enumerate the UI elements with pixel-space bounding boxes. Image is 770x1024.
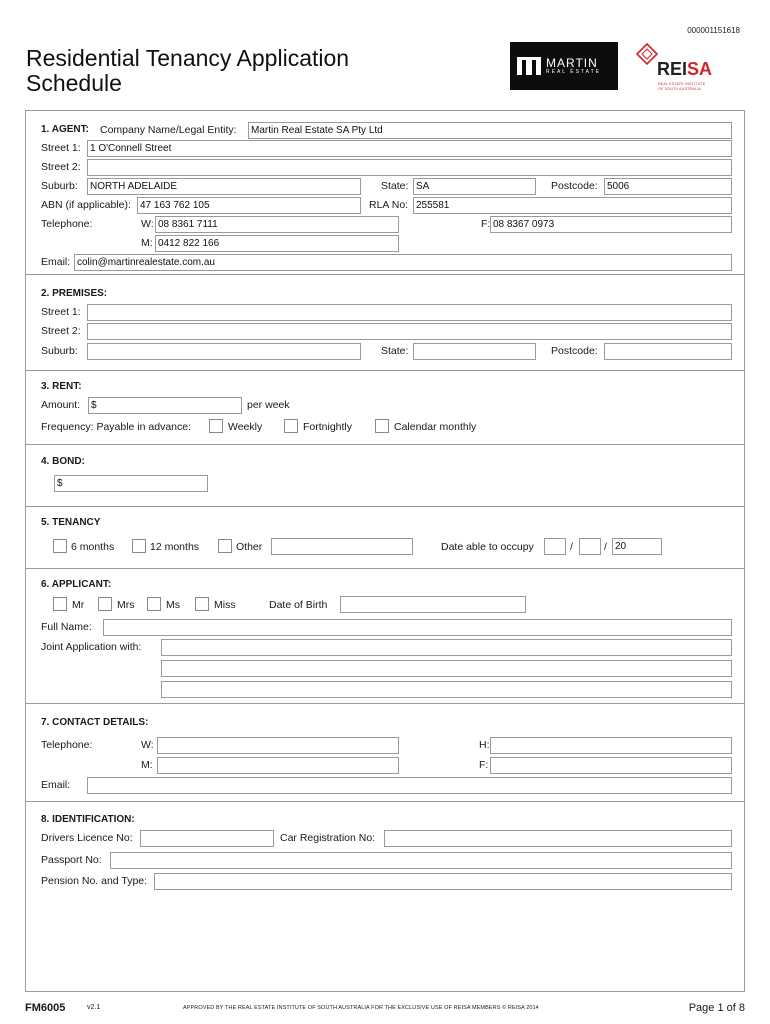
martin-logo-subtitle: REAL ESTATE: [546, 68, 601, 75]
mrs-label: Mrs: [117, 599, 135, 611]
weekly-label: Weekly: [228, 421, 263, 433]
agent-postcode-label: Postcode:: [551, 180, 598, 192]
premises-street2-label: Street 2:: [41, 325, 81, 337]
rent-amount-label: Amount:: [41, 399, 81, 411]
identification-section: [26, 802, 744, 992]
tenancy-heading: 5. TENANCY: [41, 517, 101, 528]
agent-street1-label: Street 1:: [41, 142, 81, 154]
agent-suburb-field[interactable]: NORTH ADELAIDE: [87, 178, 361, 195]
contact-work-label: W:: [141, 739, 154, 751]
agent-state-label: State:: [381, 180, 409, 192]
agent-abn-label: ABN (if applicable):: [41, 199, 131, 211]
martin-logo-mark-icon: [516, 55, 542, 77]
agent-work-phone-field[interactable]: 08 8361 7111: [155, 216, 399, 233]
agent-state-field[interactable]: SA: [413, 178, 536, 195]
passport-field[interactable]: [110, 852, 732, 869]
pension-field[interactable]: [154, 873, 732, 890]
agent-abn-field[interactable]: 47 163 762 105: [137, 197, 361, 214]
agent-mobile-field[interactable]: 0412 822 166: [155, 235, 399, 252]
fortnightly-label: Fortnightly: [303, 421, 353, 433]
agent-suburb-label: Suburb:: [41, 180, 78, 192]
contact-home-field[interactable]: [490, 737, 732, 754]
bond-heading: 4. BOND:: [41, 456, 85, 467]
agent-telephone-label: Telephone:: [41, 218, 93, 230]
bond-amount-field[interactable]: $: [54, 475, 208, 492]
licence-label: Drivers Licence No:: [41, 832, 133, 844]
contact-mobile-field[interactable]: [157, 757, 399, 774]
rent-section: [26, 371, 744, 445]
agent-section: [26, 111, 744, 275]
six-months-checkbox[interactable]: [53, 539, 67, 553]
contact-fax-field[interactable]: [490, 757, 732, 774]
car-registration-label: Car Registration No:: [280, 832, 376, 844]
occupy-day-field[interactable]: [544, 538, 566, 555]
agent-work-phone-label: W:: [141, 218, 154, 230]
premises-suburb-field[interactable]: [87, 343, 361, 360]
miss-checkbox[interactable]: [195, 597, 209, 611]
passport-label: Passport No:: [41, 854, 102, 866]
rent-heading: 3. RENT:: [41, 381, 82, 392]
premises-postcode-field[interactable]: [604, 343, 732, 360]
bond-section: [26, 445, 744, 507]
date-separator-1: /: [570, 541, 573, 553]
reisa-wordmark: REISA: [657, 59, 713, 79]
joint-application-field-2[interactable]: [161, 660, 732, 677]
mrs-checkbox[interactable]: [98, 597, 112, 611]
date-separator-2: /: [604, 541, 607, 553]
contact-section: [26, 704, 744, 802]
form-version: v2.1: [87, 1004, 101, 1011]
dob-field[interactable]: [340, 596, 526, 613]
premises-street1-label: Street 1:: [41, 306, 81, 318]
calendar-monthly-label: Calendar monthly: [394, 421, 477, 433]
car-registration-field[interactable]: [384, 830, 732, 847]
licence-field[interactable]: [140, 830, 274, 847]
other-term-field[interactable]: [271, 538, 413, 555]
agent-mobile-label: M:: [141, 237, 153, 249]
reisa-tagline-1: REAL ESTATE INSTITUTE: [658, 82, 706, 86]
contact-telephone-label: Telephone:: [41, 739, 93, 751]
fullname-label: Full Name:: [41, 621, 92, 633]
premises-suburb-label: Suburb:: [41, 345, 78, 357]
contact-email-field[interactable]: [87, 777, 732, 794]
document-number: 000001151618: [687, 26, 740, 35]
joint-application-label: Joint Application with:: [41, 641, 142, 653]
premises-postcode-label: Postcode:: [551, 345, 598, 357]
agent-fax-label: F:: [481, 218, 491, 230]
agent-email-field[interactable]: colin@martinrealestate.com.au: [74, 254, 732, 271]
ms-label: Ms: [166, 599, 180, 611]
premises-section: [26, 275, 744, 371]
rent-frequency-label: Frequency: Payable in advance:: [41, 421, 192, 433]
rent-per-week-label: per week: [247, 399, 290, 411]
agent-heading: 1. AGENT:: [41, 124, 89, 135]
agent-rla-field[interactable]: 255581: [413, 197, 732, 214]
tenancy-section: [26, 507, 744, 569]
martin-real-estate-logo: [510, 42, 618, 90]
page-footer: [25, 1002, 745, 1018]
other-checkbox[interactable]: [218, 539, 232, 553]
six-months-label: 6 months: [71, 541, 115, 553]
agent-postcode-field[interactable]: 5006: [604, 178, 732, 195]
occupy-year-field[interactable]: 20: [612, 538, 662, 555]
miss-label: Miss: [214, 599, 236, 611]
premises-state-label: State:: [381, 345, 409, 357]
fullname-field[interactable]: [103, 619, 732, 636]
agent-fax-field[interactable]: 08 8367 0973: [490, 216, 732, 233]
premises-street2-field[interactable]: [87, 323, 732, 340]
contact-email-label: Email:: [41, 779, 71, 791]
joint-application-field-1[interactable]: [161, 639, 732, 656]
fortnightly-checkbox[interactable]: [284, 419, 298, 433]
premises-street1-field[interactable]: [87, 304, 732, 321]
agent-company-field[interactable]: Martin Real Estate SA Pty Ltd: [248, 122, 732, 139]
form-code: FM6005: [25, 1002, 66, 1014]
application-form: [25, 110, 745, 992]
dob-label: Date of Birth: [269, 599, 328, 611]
martin-logo-name: MARTIN: [546, 55, 598, 70]
applicant-section: [26, 569, 744, 704]
mr-checkbox[interactable]: [53, 597, 67, 611]
occupy-month-field[interactable]: [579, 538, 601, 555]
page-title: [26, 46, 349, 96]
premises-heading: 2. PREMISES:: [41, 288, 108, 299]
identification-heading: 8. IDENTIFICATION:: [41, 814, 135, 825]
twelve-months-checkbox[interactable]: [132, 539, 146, 553]
page-number: Page 1 of 8: [688, 1002, 745, 1014]
contact-home-label: H:: [479, 739, 490, 751]
premises-state-field[interactable]: [413, 343, 536, 360]
company-label: Company Name/Legal Entity:: [100, 124, 237, 136]
approval-notice: APPROVED BY THE REAL ESTATE INSTITUTE OF SOUTH AUSTRALIA FOR THE EXCLUSIVE USE OF REISA MEMBERS © REISA 2014: [183, 1005, 539, 1011]
reisa-logo: [632, 42, 732, 92]
pension-label: Pension No. and Type:: [41, 875, 148, 887]
twelve-months-label: 12 months: [150, 541, 200, 553]
ms-checkbox[interactable]: [147, 597, 161, 611]
contact-heading: 7. CONTACT DETAILS:: [41, 717, 149, 728]
title-line-2: Schedule: [26, 70, 122, 96]
date-occupy-label: Date able to occupy: [441, 541, 534, 553]
agent-rla-label: RLA No:: [369, 199, 409, 211]
title-line-1: Residential Tenancy Application: [26, 45, 350, 71]
reisa-tagline-2: OF SOUTH AUSTRALIA: [658, 87, 701, 91]
agent-email-label: Email:: [41, 256, 71, 268]
applicant-heading: 6. APPLICANT:: [41, 579, 112, 590]
agent-street1-field[interactable]: 1 O'Connell Street: [87, 140, 732, 157]
weekly-checkbox[interactable]: [209, 419, 223, 433]
agent-street2-field[interactable]: [87, 159, 732, 176]
agent-street2-label: Street 2:: [41, 161, 81, 173]
contact-mobile-label: M:: [141, 759, 153, 771]
contact-fax-label: F:: [479, 759, 489, 771]
rent-amount-field[interactable]: $: [88, 397, 242, 414]
other-label: Other: [236, 541, 263, 553]
mr-label: Mr: [72, 599, 85, 611]
calendar-monthly-checkbox[interactable]: [375, 419, 389, 433]
contact-work-field[interactable]: [157, 737, 399, 754]
joint-application-field-3[interactable]: [161, 681, 732, 698]
